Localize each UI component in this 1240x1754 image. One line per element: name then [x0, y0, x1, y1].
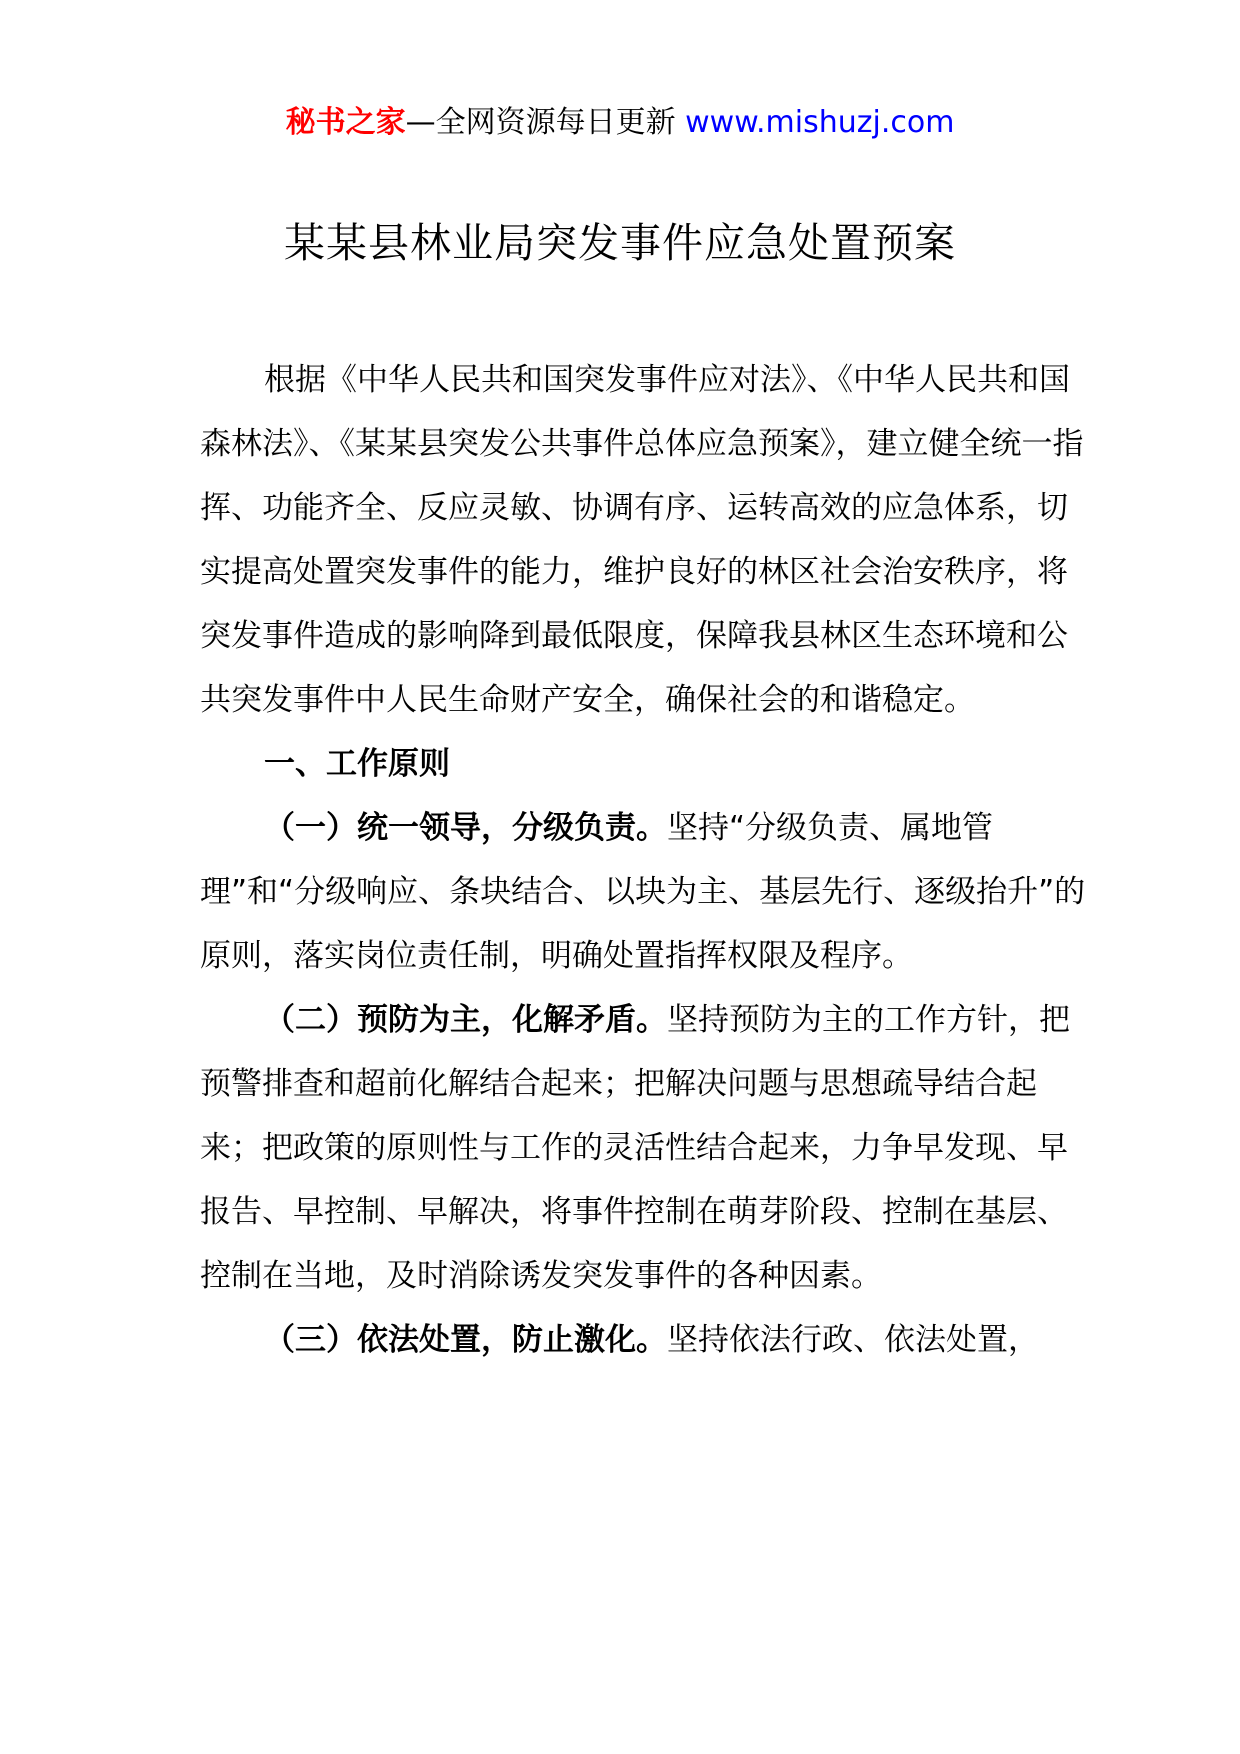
site-slogan: —全网资源每日更新	[405, 105, 686, 140]
section-heading: 一、工作原则	[264, 746, 450, 782]
principle-text: 坚持依法行政、依法处置，	[667, 1322, 1039, 1358]
document-title: 某某县林业局突发事件应急处置预案	[284, 219, 956, 267]
principle-text: 坚持预防为主的工作方针，把预警排查和超前化解结合起来；把解决问题与思想疏导结合起来；把政策的原则性与工作的灵活性结合起来，力争早发现、早报告、早控制、早解决，将事件控制在萌芽阶段、控制在基层、控制在当地，及时消除诱发突发事件的各种因素。	[200, 1002, 1070, 1294]
document-body	[200, 348, 1090, 1372]
intro-paragraph: 根据《中华人民共和国突发事件应对法》、《中华人民共和国森林法》、《某某县突发公共事件总体应急预案》，建立健全统一指挥、功能齐全、反应灵敏、协调有序、运转高效的应急体系，切实提高处置突发事件的能力，维护良好的林区社会治安秩序，将突发事件造成的影响降到最低限度，保障我县林区生态环境和公共突发事件中人民生命财产安全，确保社会的和谐稳定。	[200, 362, 1084, 718]
principle-text: 坚持“分级负责、属地管理”和“分级响应、条块结合、以块为主、基层先行、逐级抬升”的原则，落实岗位责任制，明确处置指挥权限及程序。	[200, 810, 1086, 974]
principle-lead: （二）预防为主，化解矛盾。	[264, 1002, 667, 1038]
principle-paragraph-1	[200, 796, 1090, 988]
site-url-link[interactable]: www.mishuzj.com	[685, 105, 955, 140]
principle-lead: （一）统一领导，分级负责。	[264, 810, 667, 846]
site-header	[0, 100, 1240, 146]
site-brand: 秘书之家	[285, 105, 406, 140]
principle-paragraph-2	[200, 988, 1090, 1308]
principle-lead: （三）依法处置，防止激化。	[264, 1322, 667, 1358]
principle-paragraph-3	[200, 1308, 1090, 1372]
